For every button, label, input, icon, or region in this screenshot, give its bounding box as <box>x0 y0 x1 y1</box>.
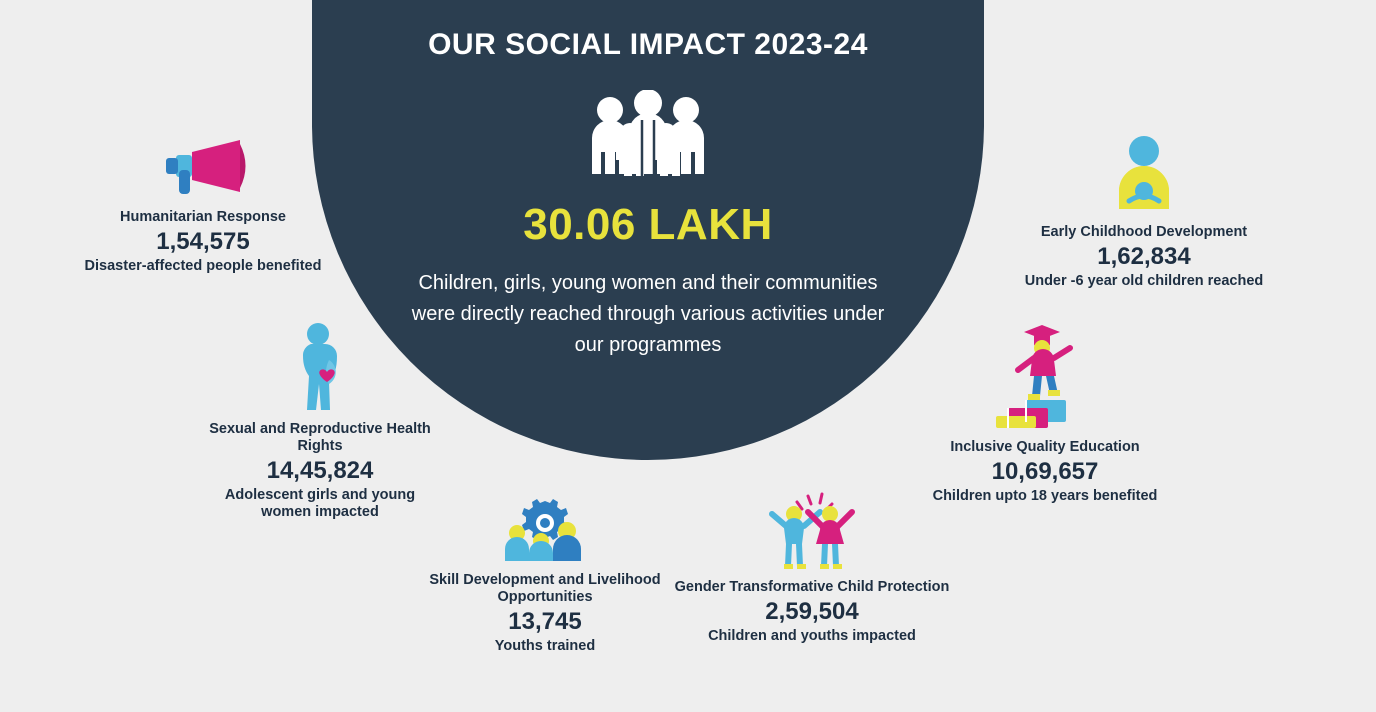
pregnant-woman-icon <box>198 320 442 417</box>
mother-and-baby-icon <box>1024 133 1264 220</box>
stat-label: Humanitarian Response <box>120 209 286 225</box>
stat-value: 13,745 <box>508 608 582 635</box>
stat-label: Skill Development and Livelihood Opportunities <box>429 572 661 605</box>
stat-early-childhood-development <box>1024 133 1264 290</box>
stat-value: 2,59,504 <box>765 598 859 625</box>
stat-sub: Adolescent girls and young women impacted <box>224 487 416 520</box>
page-title: OUR SOCIAL IMPACT 2023-24 <box>428 28 868 61</box>
stat-skill-development <box>420 495 670 655</box>
stat-sub: Youths trained <box>494 638 596 654</box>
stat-sub: Children upto 18 years benefited <box>932 488 1158 504</box>
stat-value: 1,54,575 <box>156 228 250 255</box>
graduate-on-books-icon <box>900 318 1190 435</box>
stat-label: Inclusive Quality Education <box>950 439 1140 455</box>
megaphone-icon <box>83 138 323 205</box>
stat-sexual-reproductive-health-rights <box>198 320 442 521</box>
stat-value: 10,69,657 <box>991 458 1099 485</box>
stat-value: 1,62,834 <box>1097 243 1191 270</box>
group-of-people-icon <box>312 90 984 190</box>
stat-label: Gender Transformative Child Protection <box>674 579 950 595</box>
stat-gender-transformative-child-protection <box>668 492 956 645</box>
stat-humanitarian-response <box>83 138 323 275</box>
gear-people-icon <box>420 495 670 568</box>
headline-figure: 30.06 LAKH <box>523 200 773 249</box>
stat-label: Early Childhood Development <box>1040 224 1248 240</box>
stat-inclusive-quality-education <box>900 318 1190 505</box>
stat-sub: Under -6 year old children reached <box>1024 273 1264 289</box>
stat-sub: Disaster-affected people benefited <box>84 258 322 274</box>
stat-value: 14,45,824 <box>266 457 374 484</box>
headline-description: Children, girls, young women and their communities were directly reached through various activities under our programmes <box>411 272 885 356</box>
stat-label: Sexual and Reproductive Health Rights <box>209 421 431 454</box>
stat-sub: Children and youths impacted <box>708 628 916 644</box>
